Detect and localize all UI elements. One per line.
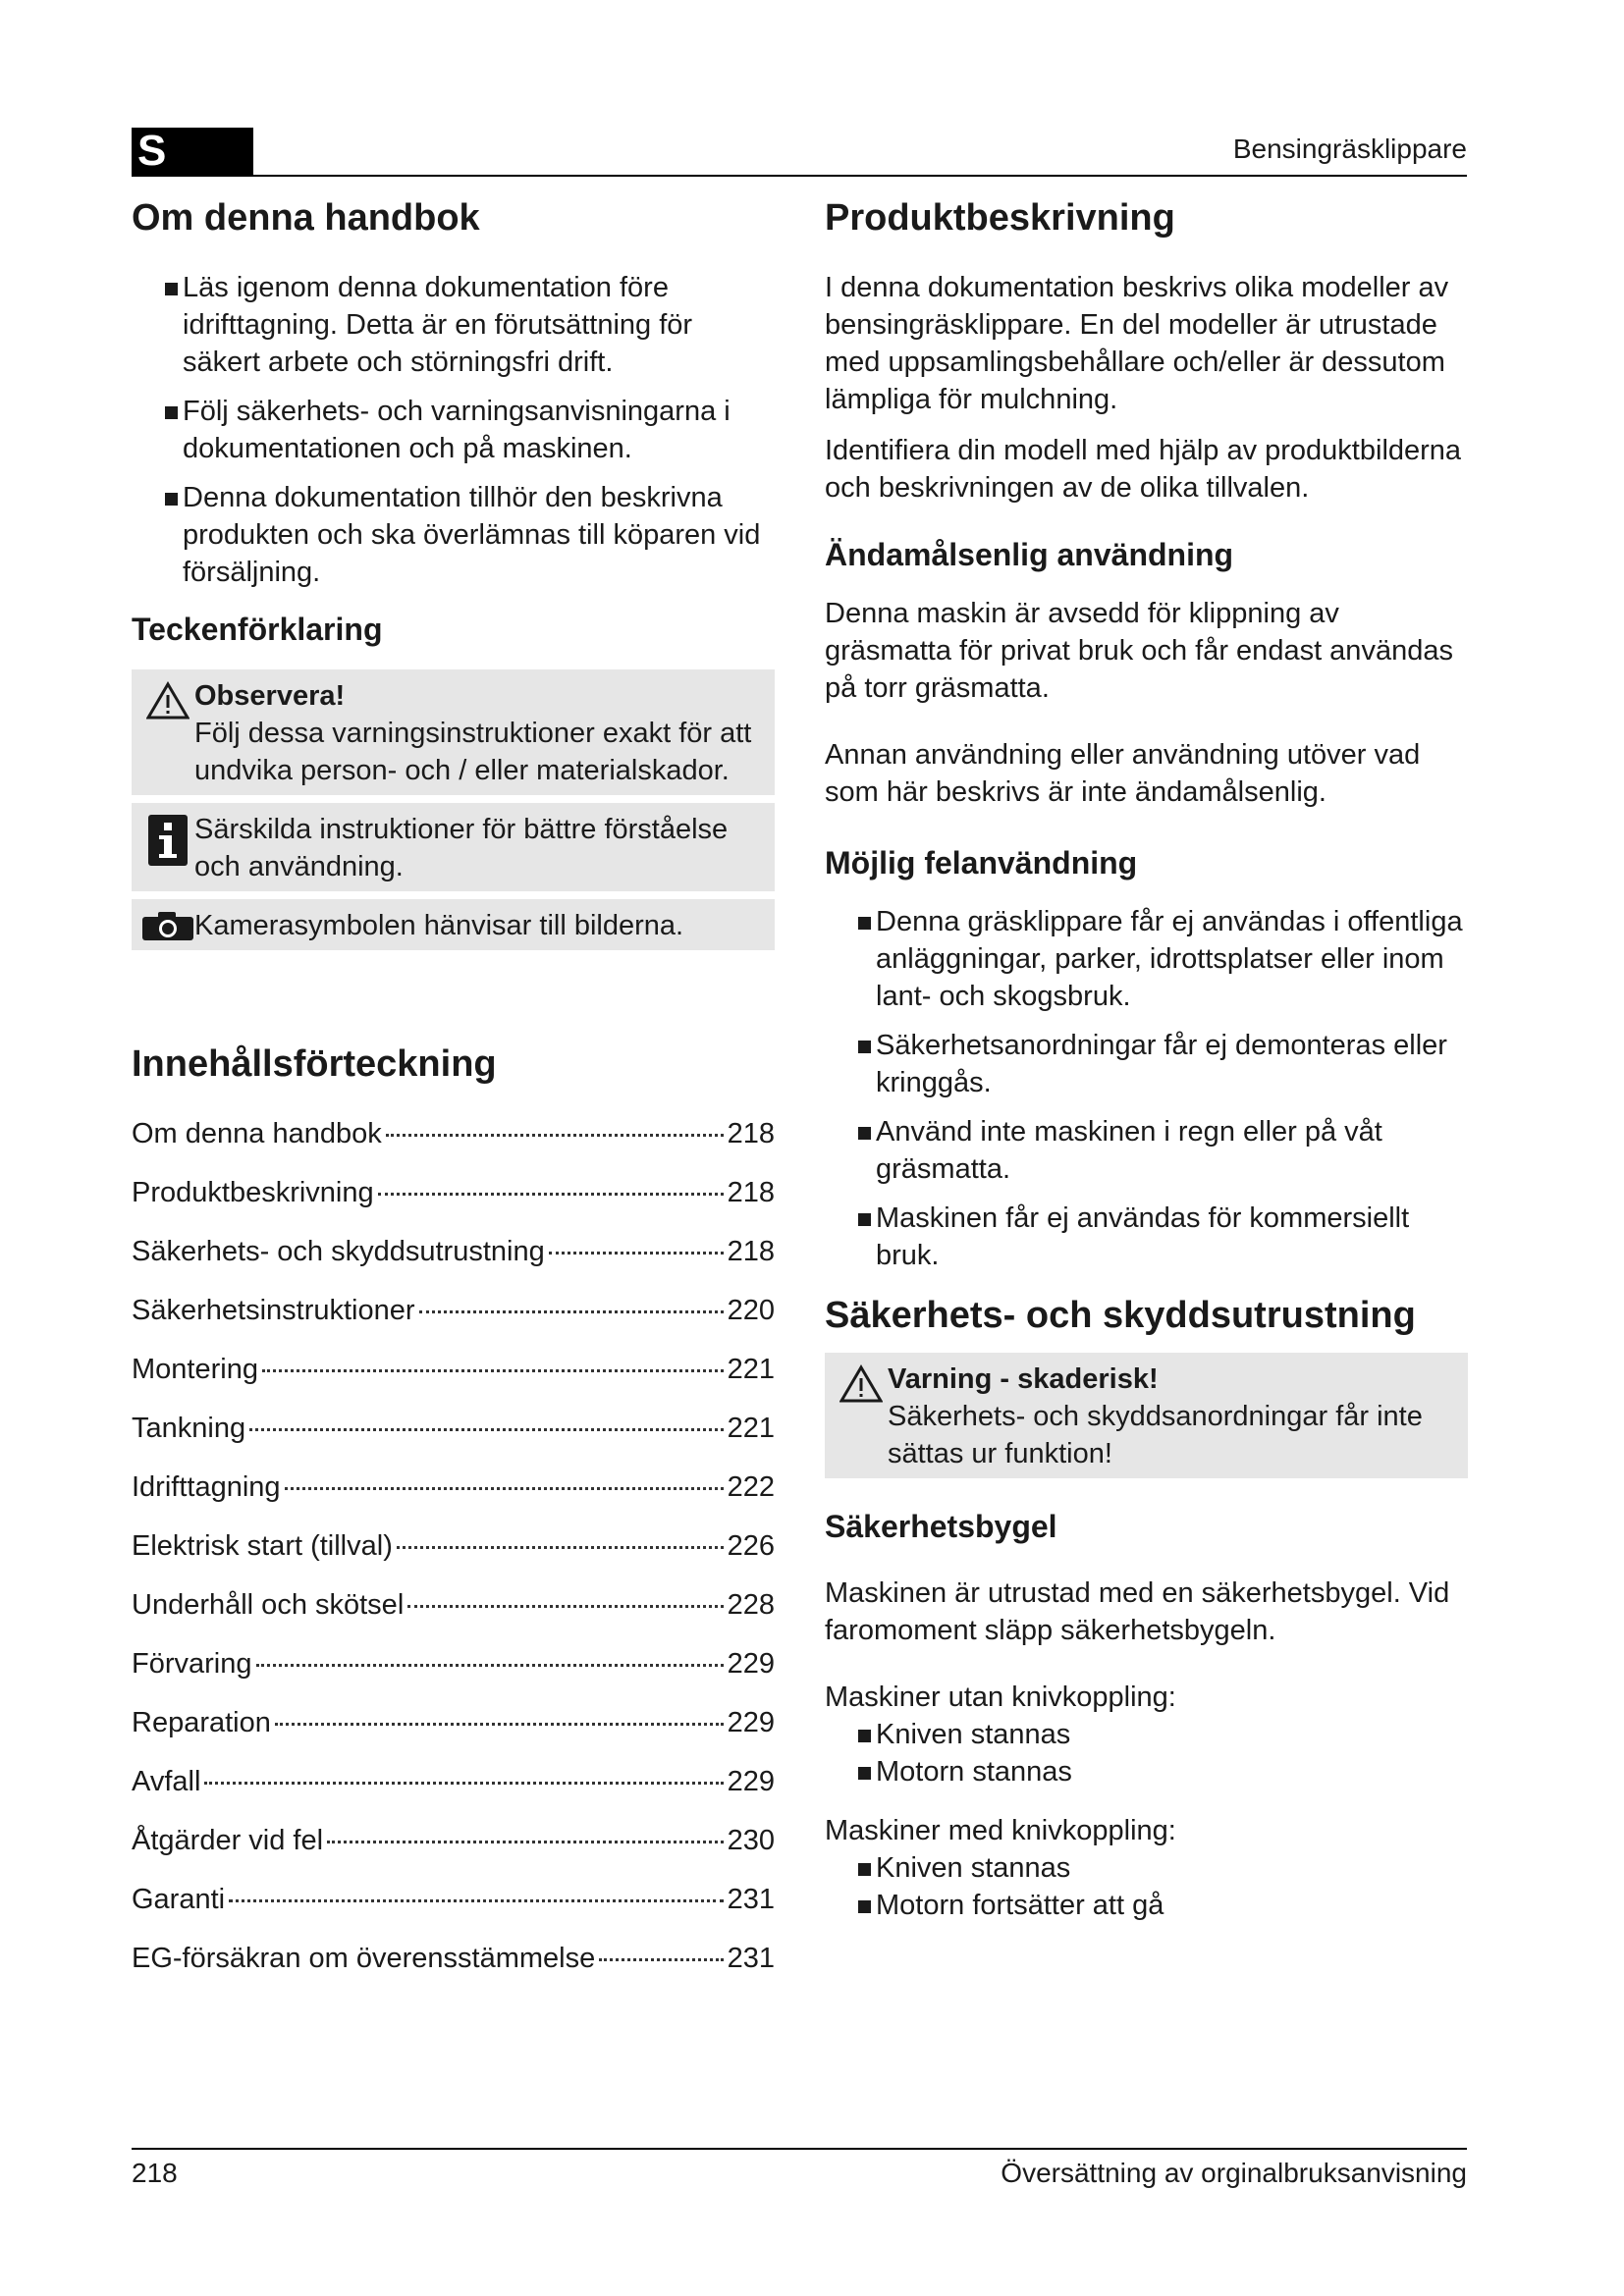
camera-icon [141,907,194,940]
square-bullet-icon [858,1041,871,1053]
intended-use-paragraph: Denna maskin är avsedd för klippning av gräsmatta för privat bruk och får endast användas på torr gräsmatta. [825,597,1453,704]
camera-text: Kamerasymbolen hänvisar till bilderna. [194,909,684,941]
toc-entry[interactable]: Förvaring 229 [132,1647,775,1680]
square-bullet-icon [858,1730,871,1742]
list-item: Maskinen får ej användas för kommersiellt bruk. [825,1200,1468,1274]
left-column [132,196,775,1999]
list-item: Följ säkerhets- och varningsanvisningarna i dokumentationen och på maskinen. [132,393,775,467]
bail-heading: Säkerhetsbygel [825,1508,1057,1544]
toc-entry[interactable]: Idrifttagning 222 [132,1470,775,1503]
square-bullet-icon [858,917,871,930]
without-clutch-list [825,1716,1468,1790]
footer-note: Översättning av orginalbruksanvisning [1001,2158,1467,2188]
intended-use-heading: Ändamålsenlig användning [825,536,1234,572]
toc-entry[interactable]: Underhåll och skötsel 228 [132,1588,775,1621]
list-item: Denna gräsklippare får ej användas i offentliga anläggningar, parker, idrottsplatser eller inom lant- och skogsbruk. [825,903,1468,1015]
toc-heading: Innehållsförteckning [132,1042,497,1085]
camera-notice [132,899,775,950]
right-column [825,196,1468,1924]
list-item: Motorn stannas [825,1753,1468,1790]
list-item: Motorn fortsätter att gå [825,1887,1468,1924]
square-bullet-icon [858,1127,871,1140]
toc-entry[interactable]: Om denna handbok 218 [132,1117,775,1149]
warning-triangle-icon [141,677,194,721]
safety-warning-title: Varning - skaderisk! [888,1362,1159,1395]
without-clutch-label: Maskiner utan knivkoppling: [825,1682,1176,1714]
square-bullet-icon [858,1900,871,1913]
header-rule [132,175,1467,177]
square-bullet-icon [165,406,178,419]
language-code-badge: S [132,128,253,175]
toc-entry[interactable]: EG-försäkran om överensstämmelse 231 [132,1942,775,1974]
list-item: Denna dokumentation tillhör den beskrivna produkten och ska överlämnas till köparen vid försäljning. [132,479,775,591]
toc-entry[interactable]: Tankning 221 [132,1412,775,1444]
square-bullet-icon [858,1213,871,1226]
square-bullet-icon [858,1863,871,1876]
page-number: 218 [132,2158,178,2188]
list-item: Läs igenom denna dokumentation före idrifttagning. Detta är en förutsättning för säkert arbete och störningsfri drift. [132,269,775,381]
square-bullet-icon [165,493,178,506]
toc-entry[interactable]: Säkerhets- och skyddsutrustning 218 [132,1235,775,1267]
toc-list [132,1115,775,1977]
list-item: Kniven stannas [825,1716,1468,1753]
list-item: Säkerhetsanordningar får ej demonteras eller kringgås. [825,1027,1468,1101]
header-title: Bensingräsklippare [1232,133,1467,164]
info-notice [132,803,775,891]
toc-entry[interactable]: Avfall 229 [132,1765,775,1797]
product-paragraph: I denna dokumentation beskrivs olika modeller av bensingräsklippare. En del modeller är utrustade med uppsamlingsbehållare och/eller är dessutom lämpliga för mulchning. [825,271,1449,415]
toc-entry[interactable]: Produktbeskrivning 218 [132,1176,775,1208]
info-icon [141,811,194,866]
list-item: Använd inte maskinen i regn eller på våt gräsmatta. [825,1113,1468,1188]
misuse-heading: Möjlig felanvändning [825,844,1138,881]
toc-entry[interactable]: Elektrisk start (tillval) 226 [132,1529,775,1562]
toc-entry[interactable]: Åtgärder vid fel 230 [132,1824,775,1856]
toc-entry[interactable]: Säkerhetsinstruktioner 220 [132,1294,775,1326]
list-item: Kniven stannas [825,1849,1468,1887]
about-list [132,269,775,591]
toc-entry[interactable]: Garanti 231 [132,1883,775,1915]
warning-notice [132,669,775,795]
bail-paragraph: Maskinen är utrustad med en säkerhetsbygel. Vid faromoment släpp säkerhetsbygeln. [825,1577,1450,1647]
warning-title: Observera! [194,679,346,712]
square-bullet-icon [165,283,178,295]
product-heading: Produktbeskrivning [825,197,1175,239]
legend-heading: Teckenförklaring [132,611,383,647]
safety-warning-notice [825,1353,1468,1478]
toc-entry[interactable]: Reparation 229 [132,1706,775,1738]
info-text: Särskilda instruktioner för bättre förståelse och användning. [194,813,729,882]
toc-entry[interactable]: Montering 221 [132,1353,775,1385]
with-clutch-label: Maskiner med knivkoppling: [825,1815,1176,1847]
about-heading: Om denna handbok [132,197,480,239]
footer-rule [132,2148,1467,2150]
warning-triangle-icon [835,1361,888,1404]
with-clutch-list [825,1849,1468,1924]
safety-warning-text: Säkerhets- och skyddsanordningar får inte sättas ur funktion! [888,1400,1423,1469]
product-paragraph: Identifiera din modell med hjälp av produktbilderna och beskrivningen av de olika tillvalen. [825,434,1462,504]
intended-use-paragraph: Annan användning eller användning utöver vad som här beskrivs är inte ändamålsenlig. [825,738,1421,808]
warning-text: Följ dessa varningsinstruktioner exakt för att undvika person- och / eller materialskador. [194,717,752,786]
safety-heading: Säkerhets- och skyddsutrustning [825,1295,1416,1337]
square-bullet-icon [858,1767,871,1780]
misuse-list [825,903,1468,1274]
